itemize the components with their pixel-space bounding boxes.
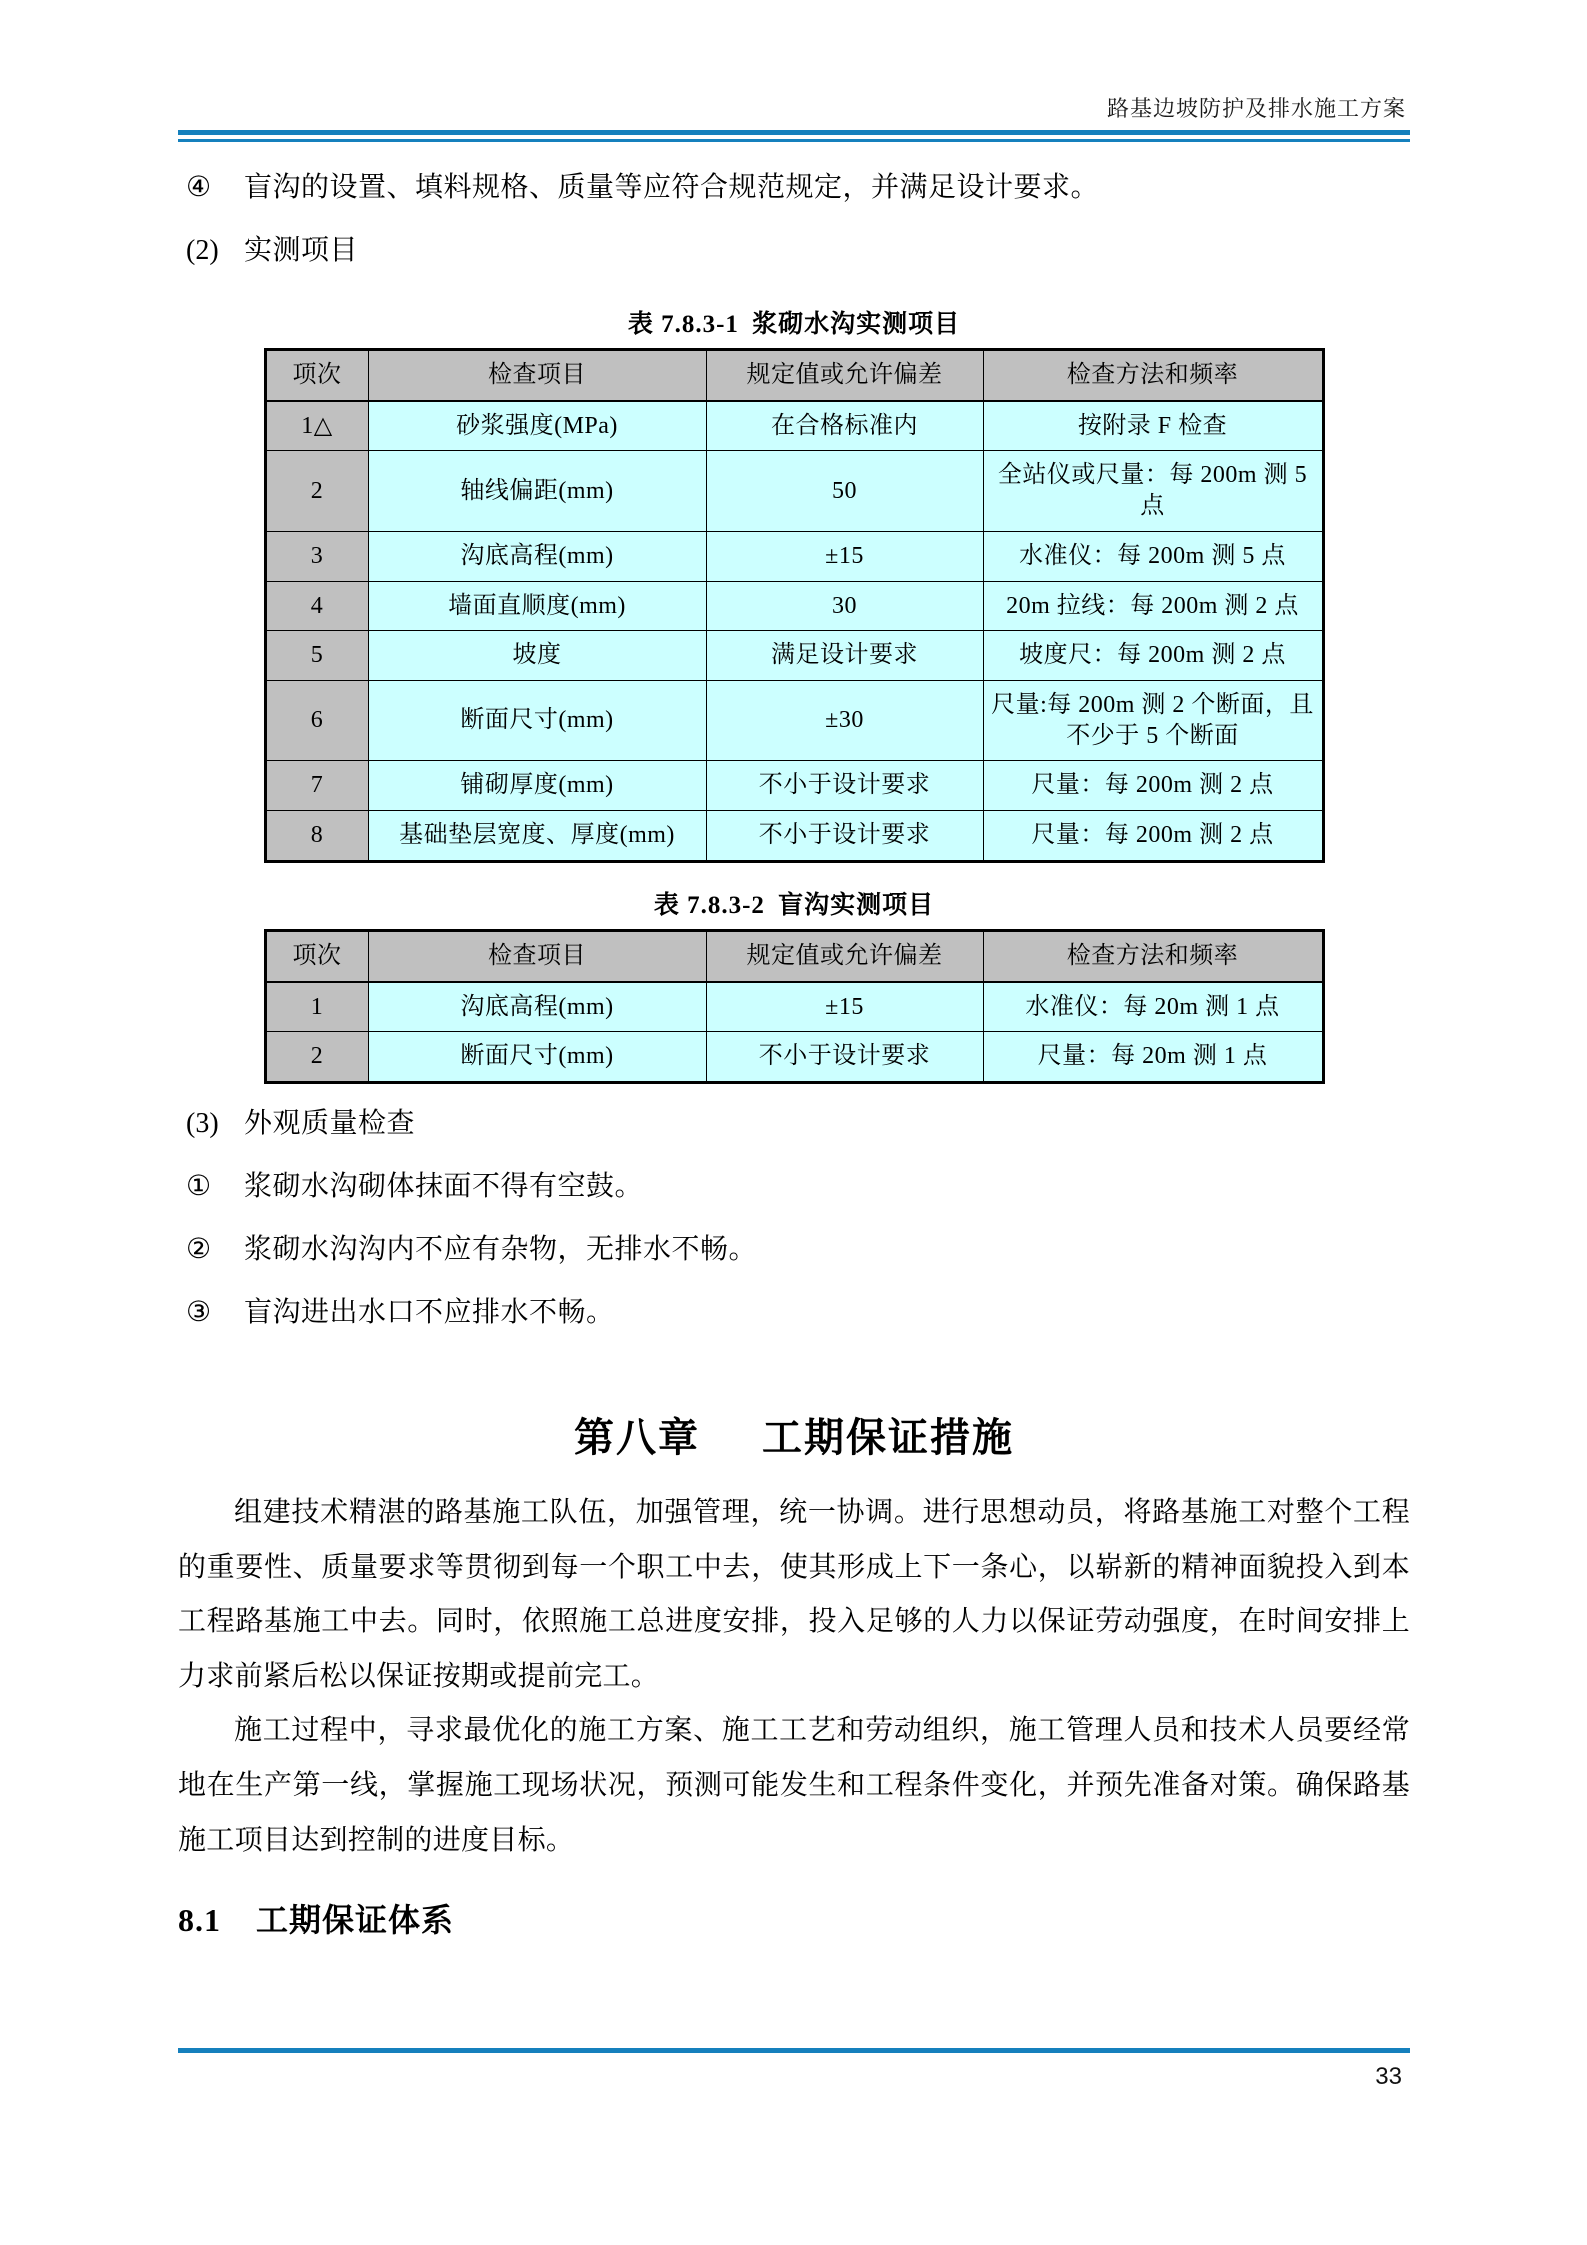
- cell-method: 水准仪：每 20m 测 1 点: [983, 982, 1323, 1032]
- cell-index: 2: [265, 451, 368, 531]
- column-header-item: 检查项目: [368, 350, 706, 401]
- table-header-row: [265, 350, 1323, 401]
- cell-method: 坡度尺：每 200m 测 2 点: [983, 631, 1323, 681]
- cell-item: 沟底高程(mm): [368, 982, 706, 1032]
- list-item: [178, 170, 1410, 205]
- table2-caption: [178, 885, 1410, 921]
- list-text: 盲沟的设置、填料规格、质量等应符合规范规定，并满足设计要求。: [244, 172, 1100, 203]
- cell-item: 砂浆强度(MPa): [368, 401, 706, 451]
- page-content: [178, 170, 1410, 1943]
- list-text: 盲沟进出水口不应排水不畅。: [244, 1297, 615, 1329]
- section-title-text: 工期保证体系: [256, 1902, 455, 1939]
- chapter-number: 第八章: [574, 1415, 700, 1461]
- table-measured-items-blind-ditch: [264, 929, 1325, 1084]
- list-marker: (2): [186, 235, 219, 266]
- table-row: [265, 1032, 1323, 1083]
- page-footer: [178, 2048, 1410, 2091]
- cell-spec: ±15: [706, 982, 983, 1032]
- list-text: 外观质量检查: [244, 1108, 416, 1140]
- cell-method: 20m 拉线：每 200m 测 2 点: [983, 581, 1323, 631]
- cell-method: 按附录 F 检查: [983, 401, 1323, 451]
- cell-item: 铺砌厚度(mm): [368, 761, 706, 811]
- cell-spec: 满足设计要求: [706, 631, 983, 681]
- cell-index: 4: [265, 581, 368, 631]
- spacer: [178, 1084, 1410, 1106]
- page-number: 33: [1375, 2063, 1402, 2090]
- cell-item: 轴线偏距(mm): [368, 451, 706, 531]
- spacer: [178, 1273, 1410, 1295]
- table-row: [265, 581, 1323, 631]
- list-marker: ④: [186, 172, 212, 203]
- cell-spec: ±15: [706, 531, 983, 581]
- header-rule-thin: [178, 139, 1410, 142]
- spacer: [178, 863, 1410, 885]
- column-header-method: 检查方法和频率: [983, 350, 1323, 401]
- table-row: [265, 761, 1323, 811]
- table2-caption-text: 盲沟实测项目: [778, 891, 935, 919]
- list-item: [178, 1106, 1410, 1141]
- cell-index: 2: [265, 1032, 368, 1083]
- cell-index: 6: [265, 681, 368, 761]
- column-header-index: 项次: [265, 930, 368, 981]
- header-title: 路基边坡防护及排水施工方案: [1106, 96, 1406, 121]
- table-row: [265, 451, 1323, 531]
- cell-index: 5: [265, 631, 368, 681]
- column-header-method: 检查方法和频率: [983, 930, 1323, 981]
- spacer: [178, 1382, 1410, 1412]
- cell-spec: 不小于设计要求: [706, 761, 983, 811]
- column-header-index: 项次: [265, 350, 368, 401]
- cell-index: 1△: [265, 401, 368, 451]
- body-paragraph: 组建技术精湛的路基施工队伍，加强管理，统一协调。进行思想动员，将路基施工对整个工程的重要性、质量要求等贯彻到每一个职工中去，使其形成上下一条心，以崭新的精神面貌投入到本工程路基施工中去。同时，依照施工总进度安排，投入足够的人力以保证劳动强度，在时间安排上力求前紧后松以保证按期或提前完工。: [178, 1497, 1410, 1692]
- table-header-row: [265, 930, 1323, 981]
- table-row: [265, 982, 1323, 1032]
- cell-item: 基础垫层宽度、厚度(mm): [368, 811, 706, 862]
- header-rule: [178, 130, 1410, 142]
- cell-method: 尺量：每 200m 测 2 点: [983, 811, 1323, 862]
- cell-item: 沟底高程(mm): [368, 531, 706, 581]
- list-marker: ③: [186, 1297, 212, 1329]
- cell-method: 水准仪：每 200m 测 5 点: [983, 531, 1323, 581]
- list-item: [178, 233, 1410, 268]
- table-measured-items-masonry-ditch: [264, 348, 1325, 863]
- list-item: [178, 1232, 1410, 1267]
- cell-index: 7: [265, 761, 368, 811]
- list-marker: (3): [186, 1108, 219, 1140]
- cell-index: 1: [265, 982, 368, 1032]
- list-text: 实测项目: [244, 235, 359, 266]
- column-header-item: 检查项目: [368, 930, 706, 981]
- table-row: [265, 681, 1323, 761]
- table-row: [265, 531, 1323, 581]
- cell-method: 全站仪或尺量：每 200m 测 5 点: [983, 451, 1323, 531]
- table1-caption: [178, 304, 1410, 340]
- cell-item: 断面尺寸(mm): [368, 681, 706, 761]
- cell-index: 3: [265, 531, 368, 581]
- spacer: [178, 1147, 1410, 1169]
- cell-method: 尺量：每 20m 测 1 点: [983, 1032, 1323, 1083]
- spacer: [178, 211, 1410, 233]
- column-header-spec: 规定值或允许偏差: [706, 350, 983, 401]
- body-paragraph: 施工过程中，寻求最优化的施工方案、施工工艺和劳动组织，施工管理人员和技术人员要经常地在生产第一线，掌握施工现场状况，预测可能发生和工程条件变化，并预先准备对策。确保路基施工项目达到控制的进度目标。: [178, 1715, 1410, 1856]
- cell-item: 坡度: [368, 631, 706, 681]
- cell-spec: 50: [706, 451, 983, 531]
- table-row: [265, 401, 1323, 451]
- list-marker: ①: [186, 1171, 212, 1203]
- cell-index: 8: [265, 811, 368, 862]
- section-number: 8.1: [178, 1902, 221, 1939]
- cell-item: 墙面直顺度(mm): [368, 581, 706, 631]
- list-item: [178, 1295, 1410, 1330]
- cell-spec: 不小于设计要求: [706, 1032, 983, 1083]
- column-header-spec: 规定值或允许偏差: [706, 930, 983, 981]
- spacer: [178, 1868, 1410, 1898]
- spacer: [178, 1210, 1410, 1232]
- cell-spec: ±30: [706, 681, 983, 761]
- cell-spec: 不小于设计要求: [706, 811, 983, 862]
- cell-method: 尺量:每 200m 测 2 个断面，且不少于 5 个断面: [983, 681, 1323, 761]
- cell-spec: 在合格标准内: [706, 401, 983, 451]
- list-text: 浆砌水沟砌体抹面不得有空鼓。: [244, 1171, 644, 1203]
- page-header: [178, 96, 1410, 142]
- table2-caption-number: 表 7.8.3-2: [653, 891, 765, 919]
- list-item: [178, 1169, 1410, 1204]
- table1-caption-number: 表 7.8.3-1: [627, 311, 739, 338]
- spacer: [178, 274, 1410, 304]
- chapter-title-text: 工期保证措施: [762, 1415, 1014, 1461]
- cell-item: 断面尺寸(mm): [368, 1032, 706, 1083]
- table-row: [265, 811, 1323, 862]
- chapter-heading: [178, 1412, 1410, 1464]
- list-marker: ②: [186, 1234, 212, 1266]
- section-heading: [178, 1898, 1410, 1943]
- cell-method: 尺量：每 200m 测 2 点: [983, 761, 1323, 811]
- spacer: [178, 1336, 1410, 1382]
- cell-spec: 30: [706, 581, 983, 631]
- list-text: 浆砌水沟沟内不应有杂物，无排水不畅。: [244, 1234, 758, 1266]
- table1-caption-text: 浆砌水沟实测项目: [752, 311, 961, 338]
- table-row: [265, 631, 1323, 681]
- spacer: [178, 1464, 1410, 1486]
